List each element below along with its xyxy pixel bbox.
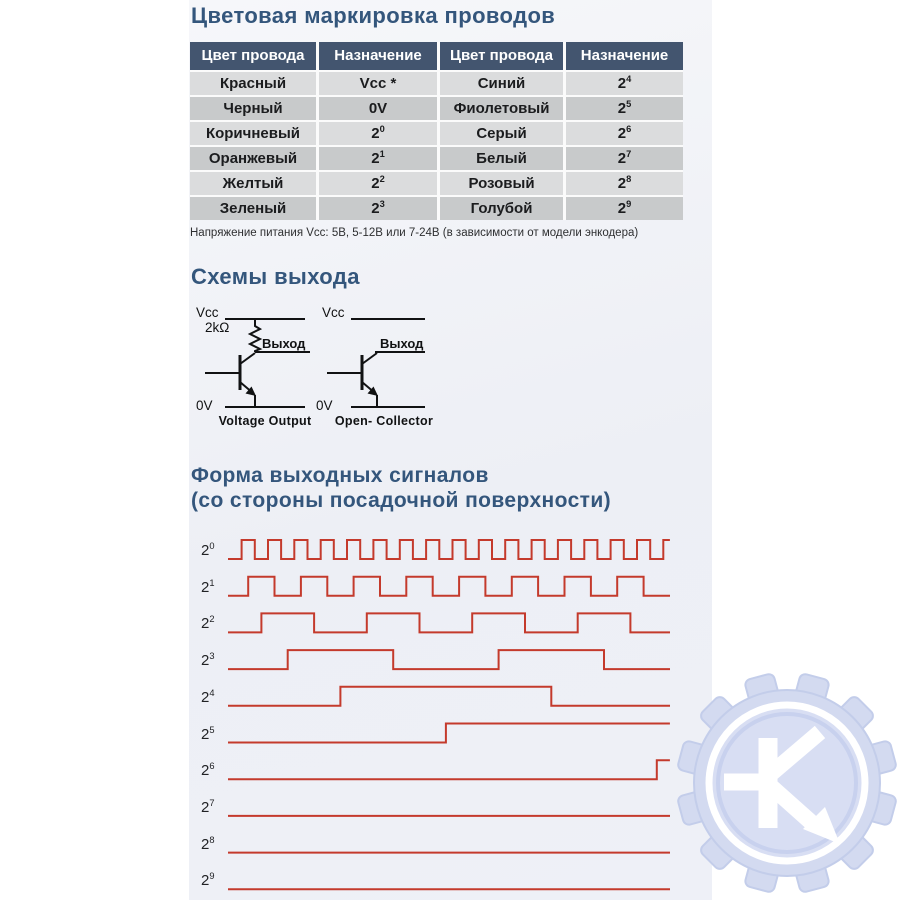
waveform-trace-2-4 — [228, 687, 670, 706]
vcc-label-right: Vcc — [322, 305, 345, 320]
waveform-label: $2^0$ — [201, 541, 215, 559]
table-cell: 0V — [319, 97, 437, 120]
waveform-label: $2^1$ — [201, 577, 215, 596]
caption-open-collector: Open- Collector — [334, 414, 434, 428]
table-cell: $2^7$ — [566, 147, 683, 170]
collector-left — [240, 353, 255, 364]
table-cell: Коричневый — [190, 122, 316, 145]
waveform-trace-2-6 — [228, 760, 670, 779]
table-cell: Оранжевый — [190, 147, 316, 170]
table-cell: Черный — [190, 97, 316, 120]
table-cell: $2^6$ — [566, 122, 683, 145]
table-cell: $2^1$ — [319, 147, 437, 170]
waveform-label: $2^7$ — [201, 797, 215, 816]
table-cell: Серый — [440, 122, 563, 145]
waveform-label: $2^6$ — [201, 761, 215, 780]
waveform-trace-2-3 — [228, 650, 670, 669]
table-cell: Желтый — [190, 172, 316, 195]
table-header-cell: Цвет провода — [190, 42, 316, 70]
table-cell: Vcc * — [319, 72, 437, 95]
table-cell: Белый — [440, 147, 563, 170]
resistor-label: 2kΩ — [205, 320, 230, 335]
output-circuits-title: Схемы выхода — [191, 264, 360, 289]
table-cell: Розовый — [440, 172, 563, 195]
table-cell: $2^5$ — [566, 97, 683, 120]
table-cell: Зеленый — [190, 197, 316, 220]
table-header-cell: Цвет провода — [440, 42, 563, 70]
table-cell: Фиолетовый — [440, 97, 563, 120]
table-cell: $2^8$ — [566, 172, 683, 195]
waveform-trace-2-5 — [228, 724, 670, 743]
waveform-label: $2^9$ — [201, 871, 215, 890]
brand-watermark-gear-logo — [672, 668, 900, 898]
caption-voltage-output: Voltage Output — [218, 414, 312, 428]
output-label-left: Выход — [262, 336, 306, 351]
output-circuit-diagrams — [188, 298, 448, 438]
supply-voltage-note: Напряжение питания Vcc: 5В, 5-12В или 7-24В (в зависимости от модели энкодера) — [190, 227, 639, 239]
table-header-cell: Назначение — [319, 42, 437, 70]
page-title: Цветовая маркировка проводов — [191, 3, 556, 28]
output-waveforms — [190, 533, 713, 900]
waveform-trace-2-0 — [228, 540, 670, 559]
output-label-right: Выход — [380, 336, 424, 351]
table-cell: Красный — [190, 72, 316, 95]
vcc-label-left: Vcc — [196, 305, 219, 320]
waveform-trace-2-1 — [228, 577, 670, 596]
waveform-label: $2^3$ — [201, 651, 215, 670]
table-cell: $2^0$ — [319, 122, 437, 145]
waveform-label: $2^2$ — [201, 614, 215, 633]
table-header-cell: Назначение — [566, 42, 683, 70]
waveform-label: $2^8$ — [201, 834, 215, 853]
table-cell: Синий — [440, 72, 563, 95]
waveform-label: $2^5$ — [201, 724, 215, 743]
resistor-2k — [250, 319, 260, 352]
waveform-section-title: Форма выходных сигналов (со стороны посадочной поверхности) — [191, 464, 612, 512]
table-cell: $2^9$ — [566, 197, 683, 220]
waveform-label: $2^4$ — [201, 687, 215, 706]
table-cell: $2^2$ — [319, 172, 437, 195]
gnd-label-left: 0V — [196, 398, 213, 413]
gnd-label-right: 0V — [316, 398, 333, 413]
wire-color-table — [190, 42, 683, 220]
table-cell: Голубой — [440, 197, 563, 220]
table-cell: $2^3$ — [319, 197, 437, 220]
collector-right — [362, 353, 377, 364]
table-cell: $2^4$ — [566, 72, 683, 95]
waveform-trace-2-2 — [228, 613, 670, 632]
